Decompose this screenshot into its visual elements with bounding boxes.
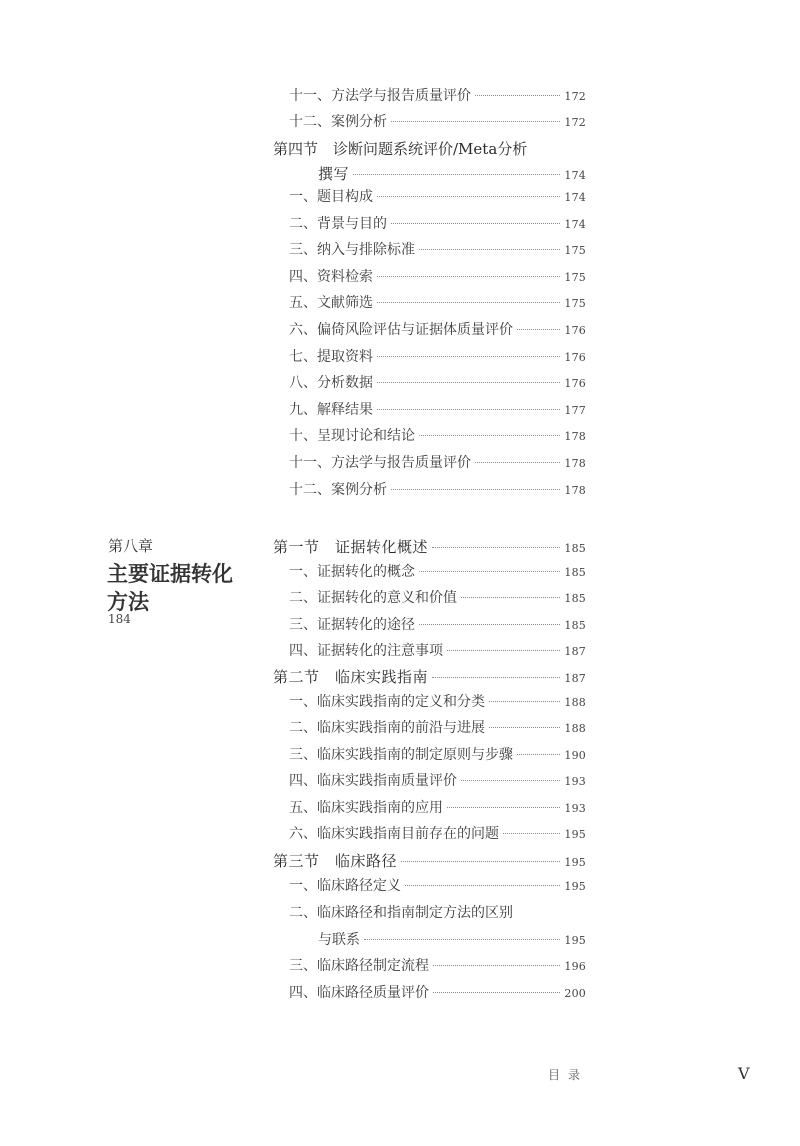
toc-entry-title: 一、题目构成 xyxy=(289,189,373,205)
toc-entry[interactable] xyxy=(289,769,586,793)
dot-leader xyxy=(517,753,560,755)
toc-entry-line2[interactable] xyxy=(318,928,586,952)
toc-entry[interactable] xyxy=(289,716,586,740)
section-heading-title: 第二节 临床实践指南 xyxy=(273,668,429,686)
toc-entry-page: 196 xyxy=(564,960,586,973)
toc-entry[interactable] xyxy=(289,345,586,369)
toc-entry-title: 四、证据转化的注意事项 xyxy=(289,642,443,659)
dot-leader xyxy=(433,991,560,993)
toc-entry-title: 四、临床路径质量评价 xyxy=(289,985,429,1001)
toc-entry-title: 三、临床路径制定流程 xyxy=(289,958,429,974)
toc-entry-page: 185 xyxy=(564,618,586,632)
toc-entry[interactable] xyxy=(289,84,586,108)
chapter-number: 第八章 xyxy=(108,537,154,555)
dot-leader xyxy=(353,173,560,175)
toc-entry-title: 十一、方法学与报告质量评价 xyxy=(289,455,471,471)
section-heading-title-cont: 撰写 xyxy=(318,165,350,183)
dot-leader xyxy=(447,806,560,808)
dot-leader xyxy=(419,248,560,250)
dot-leader xyxy=(489,726,560,728)
toc-entry-page: 193 xyxy=(564,775,586,789)
toc-entry[interactable] xyxy=(289,371,586,395)
toc-entry[interactable] xyxy=(289,291,586,315)
dot-leader xyxy=(391,488,560,490)
toc-entry-page: 174 xyxy=(564,191,586,204)
toc-entry-title: 六、偏倚风险评估与证据体质量评价 xyxy=(289,322,513,338)
section-heading-line2[interactable] xyxy=(318,162,586,186)
toc-entry[interactable] xyxy=(289,398,586,422)
toc-entry-page: 193 xyxy=(564,801,586,815)
dot-leader xyxy=(475,94,560,96)
section-heading[interactable] xyxy=(273,849,586,873)
toc-entry-page: 188 xyxy=(564,722,586,736)
toc-entry-title: 七、提取资料 xyxy=(289,348,373,365)
toc-entry[interactable] xyxy=(289,451,586,475)
toc-entry-title: 一、证据转化的概念 xyxy=(289,564,415,580)
toc-entry[interactable] xyxy=(289,743,586,767)
toc-entry-title: 八、分析数据 xyxy=(289,375,373,392)
toc-entry-page: 175 xyxy=(564,244,586,258)
toc-entry-page: 178 xyxy=(564,430,586,444)
section-heading-title: 第一节 证据转化概述 xyxy=(273,538,429,556)
toc-entry-page: 176 xyxy=(564,350,586,364)
toc-entry-page: 172 xyxy=(564,116,586,129)
running-footer-label: 目录 xyxy=(548,1068,589,1082)
toc-entry[interactable] xyxy=(289,238,586,262)
section-heading-page: 174 xyxy=(564,169,586,182)
toc-entry-title: 九、解释结果 xyxy=(289,401,373,418)
toc-entry-title: 三、纳入与排除标准 xyxy=(289,242,415,259)
toc-entry-page: 188 xyxy=(564,696,586,709)
chapter-title[interactable]: 主要证据转化方法 xyxy=(107,562,233,614)
toc-entry-line1[interactable] xyxy=(289,901,586,925)
toc-entry-title: 二、临床路径和指南制定方法的区别 xyxy=(289,905,513,921)
toc-entry[interactable] xyxy=(289,318,586,342)
dot-leader xyxy=(405,884,560,886)
toc-entry-title: 十二、案例分析 xyxy=(289,481,387,498)
dot-leader xyxy=(489,700,560,702)
toc-entry-page: 176 xyxy=(564,324,586,337)
toc-entry[interactable] xyxy=(289,690,586,714)
toc-entry[interactable] xyxy=(289,796,586,820)
toc-entry-title: 二、背景与目的 xyxy=(289,215,387,232)
toc-entry[interactable] xyxy=(289,981,586,1005)
toc-entry-title: 六、临床实践指南目前存在的问题 xyxy=(289,826,499,842)
toc-entry-title-cont: 与联系 xyxy=(318,932,360,948)
section-heading[interactable] xyxy=(273,535,586,559)
toc-entry[interactable] xyxy=(289,265,586,289)
section-heading-page: 185 xyxy=(564,542,586,555)
toc-entry-page: 185 xyxy=(564,592,586,606)
dot-leader xyxy=(391,222,560,224)
dot-leader xyxy=(447,649,560,651)
toc-entry[interactable] xyxy=(289,478,586,502)
toc-entry-page: 190 xyxy=(564,748,586,762)
dot-leader xyxy=(401,860,560,862)
toc-entry-page: 176 xyxy=(564,377,586,391)
toc-entry-page: 172 xyxy=(564,90,586,103)
dot-leader xyxy=(503,832,560,834)
dot-leader xyxy=(377,275,560,277)
toc-entry[interactable] xyxy=(289,110,586,134)
toc-entry-title: 一、临床路径定义 xyxy=(289,878,401,894)
section-heading-title: 第四节 诊断问题系统评价/Meta分析 xyxy=(273,140,528,158)
toc-entry-title: 一、临床实践指南的定义和分类 xyxy=(289,694,485,710)
toc-entry-page: 195 xyxy=(564,880,586,893)
toc-entry-page: 175 xyxy=(564,297,586,311)
toc-entry-page: 185 xyxy=(564,566,586,579)
section-heading-page: 195 xyxy=(564,856,586,869)
toc-entry-page: 200 xyxy=(564,987,586,1000)
section-heading-page: 187 xyxy=(564,672,586,685)
toc-entry-page: 178 xyxy=(564,483,586,497)
toc-entry-title: 十一、方法学与报告质量评价 xyxy=(289,88,471,104)
toc-entry[interactable] xyxy=(289,639,586,663)
toc-entry-page: 187 xyxy=(564,644,586,658)
dot-leader xyxy=(364,938,560,940)
toc-entry-page: 174 xyxy=(564,217,586,231)
dot-leader xyxy=(517,328,560,330)
dot-leader xyxy=(391,120,560,122)
chapter-page: 184 xyxy=(108,612,131,626)
dot-leader xyxy=(433,964,560,966)
dot-leader xyxy=(461,596,560,598)
dot-leader xyxy=(432,546,560,548)
toc-entry[interactable] xyxy=(289,212,586,236)
toc-entry[interactable] xyxy=(289,586,586,610)
toc-entry-title: 四、资料检索 xyxy=(289,268,373,285)
dot-leader xyxy=(419,623,560,625)
section-heading[interactable] xyxy=(273,665,586,689)
page-number: V xyxy=(738,1064,750,1083)
toc-entry[interactable] xyxy=(289,560,586,584)
toc-entry-page: 195 xyxy=(564,934,586,947)
dot-leader xyxy=(419,434,560,436)
dot-leader xyxy=(475,461,560,463)
toc-entry-title: 十二、案例分析 xyxy=(289,114,387,130)
dot-leader xyxy=(419,570,560,572)
dot-leader xyxy=(377,355,560,357)
toc-entry-page: 195 xyxy=(564,828,586,841)
section-heading-line1[interactable] xyxy=(273,137,586,161)
toc-entry-title: 三、证据转化的途径 xyxy=(289,616,415,633)
toc-entry-page: 177 xyxy=(564,403,586,417)
dot-leader xyxy=(377,408,560,410)
dot-leader xyxy=(377,195,560,197)
section-heading-title: 第三节 临床路径 xyxy=(273,852,398,870)
dot-leader xyxy=(432,676,560,678)
toc-entry[interactable] xyxy=(289,424,586,448)
dot-leader xyxy=(461,779,560,781)
dot-leader xyxy=(377,381,560,383)
toc-entry-title: 四、临床实践指南质量评价 xyxy=(289,773,457,790)
dot-leader xyxy=(377,301,560,303)
toc-entry-title: 五、临床实践指南的应用 xyxy=(289,799,443,816)
toc-entry[interactable] xyxy=(289,613,586,637)
toc-entry-title: 二、临床实践指南的前沿与进展 xyxy=(289,720,485,737)
toc-entry-title: 二、证据转化的意义和价值 xyxy=(289,590,457,607)
toc-entry[interactable] xyxy=(289,185,586,209)
toc-entry[interactable] xyxy=(289,874,586,898)
toc-entry-page: 175 xyxy=(564,270,586,284)
toc-entry[interactable] xyxy=(289,822,586,846)
toc-entry-page: 178 xyxy=(564,457,586,470)
toc-entry-title: 十、呈现讨论和结论 xyxy=(289,428,415,445)
toc-entry-title: 三、临床实践指南的制定原则与步骤 xyxy=(289,746,513,763)
toc-entry-title: 五、文献筛选 xyxy=(289,295,373,312)
toc-entry[interactable] xyxy=(289,954,586,978)
